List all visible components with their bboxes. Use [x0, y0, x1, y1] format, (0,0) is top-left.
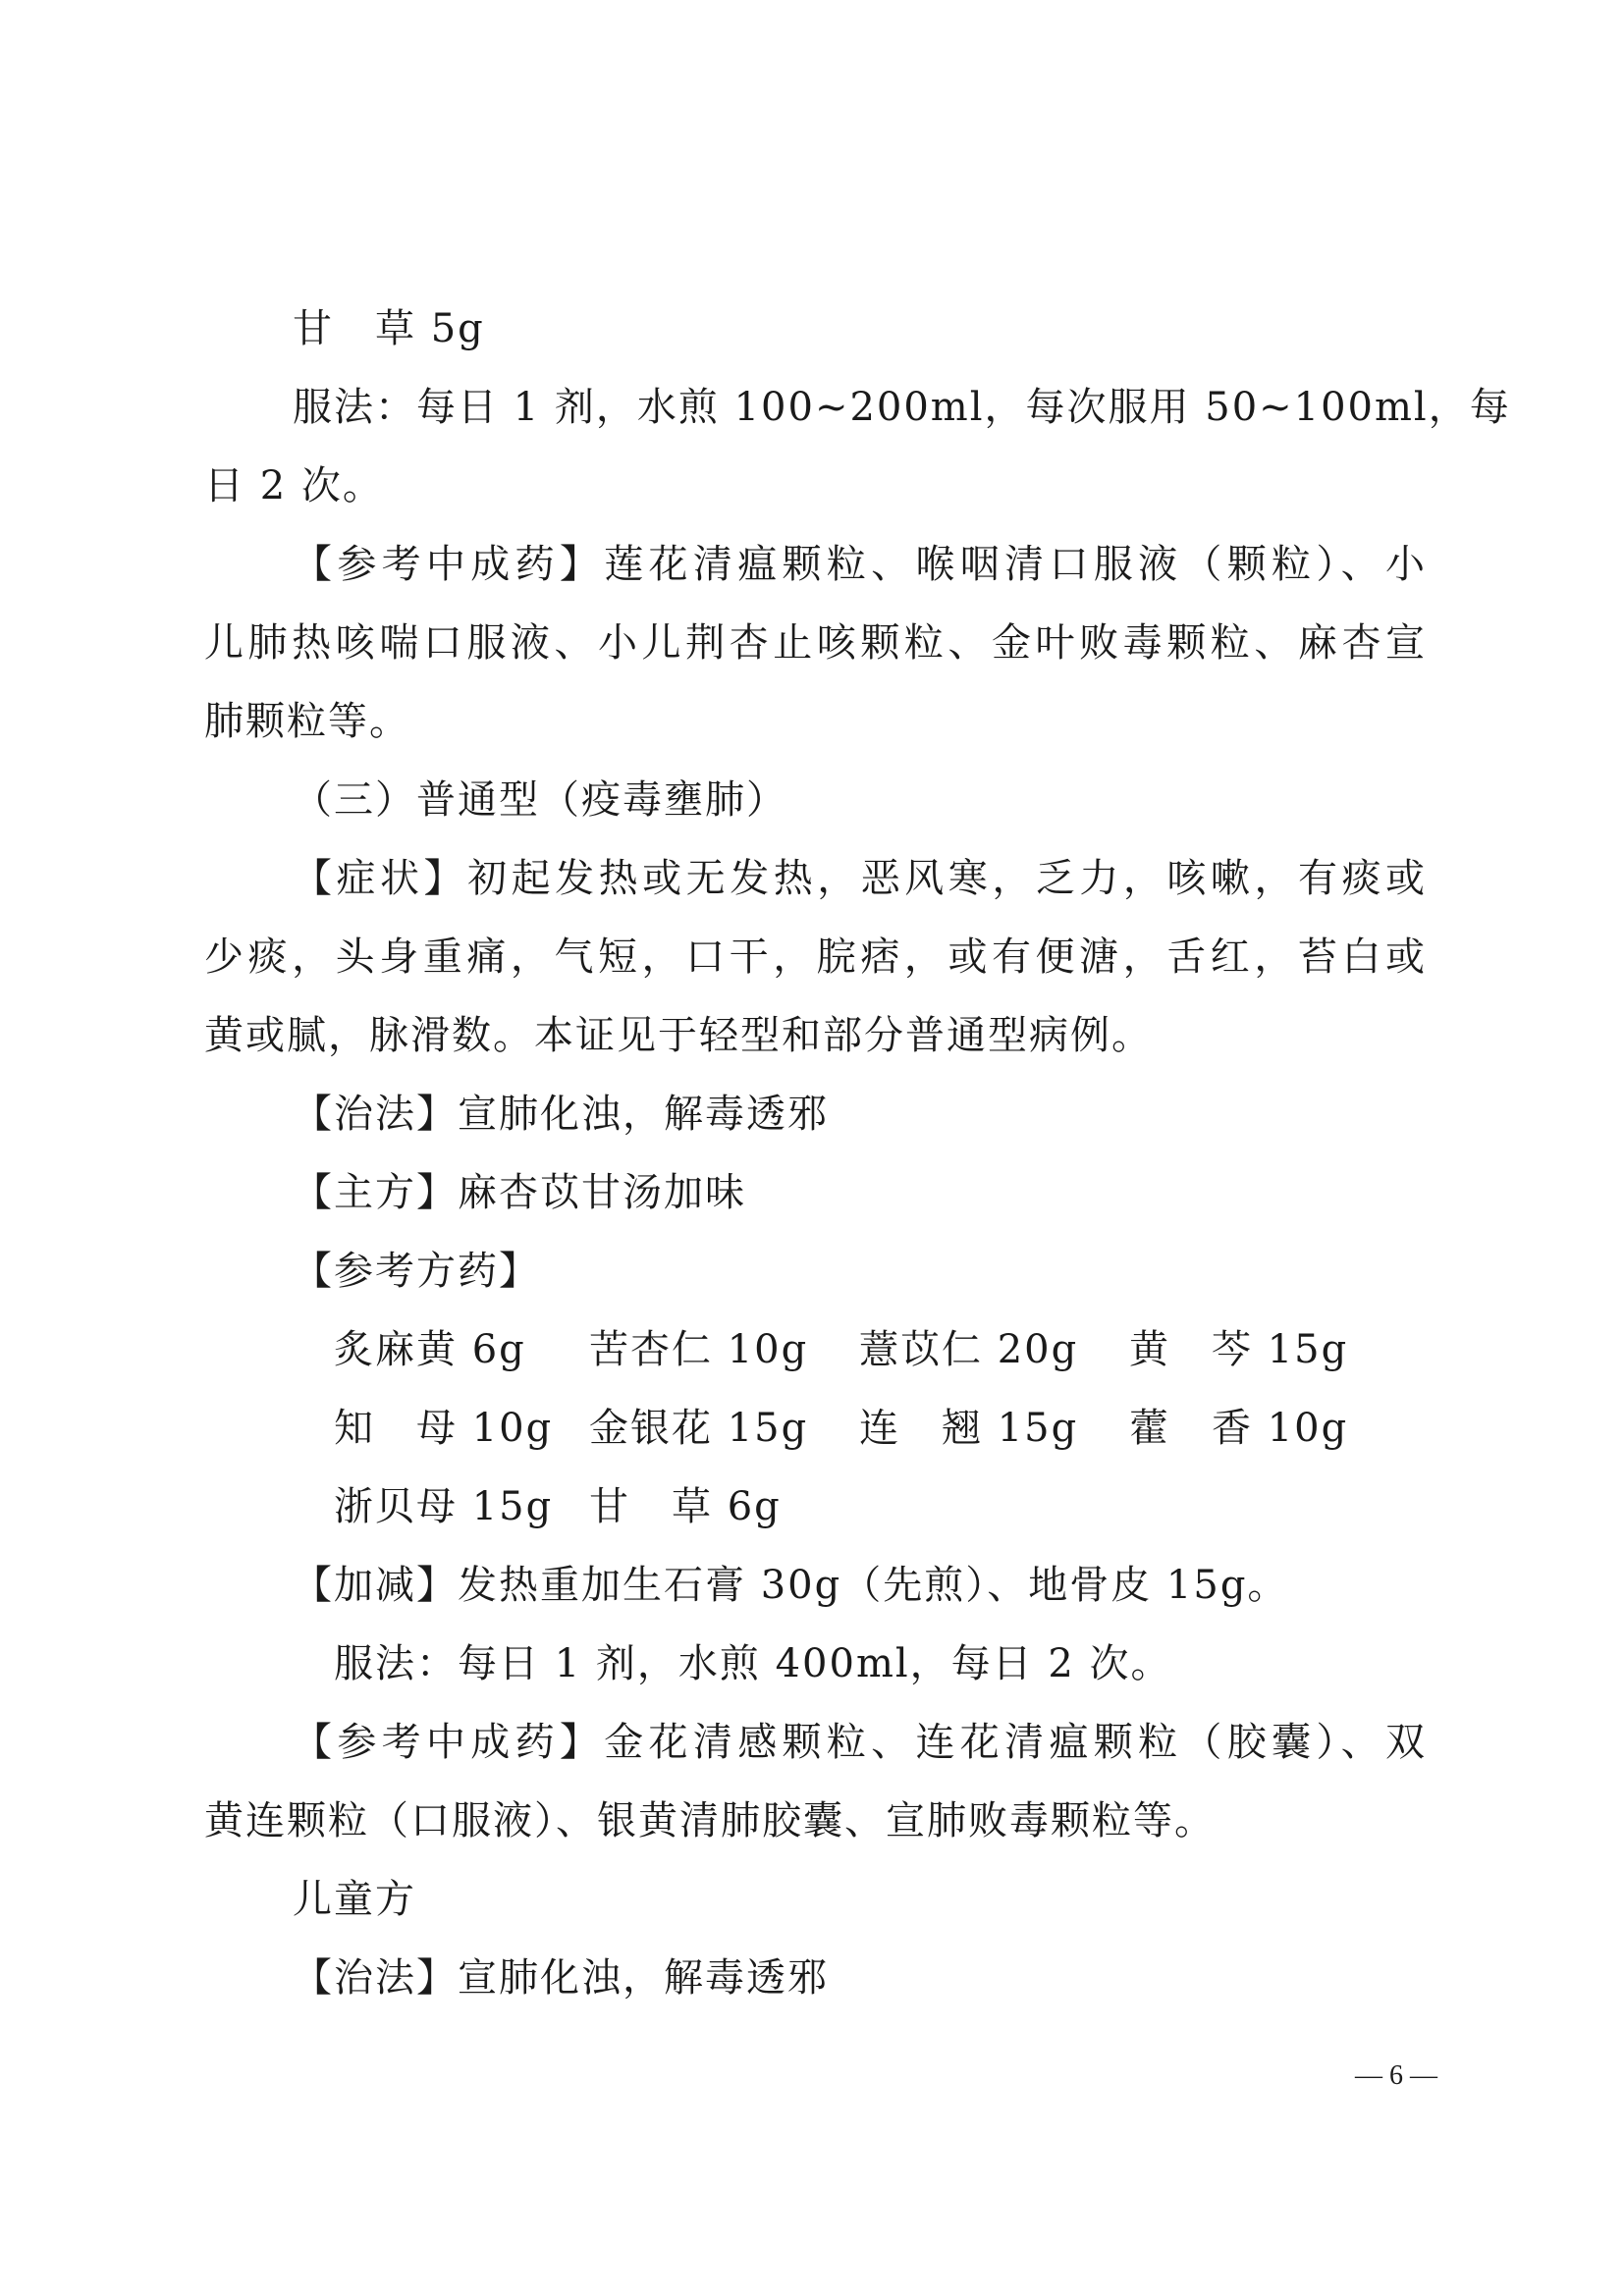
herb-item: 薏苡仁 20g [859, 1327, 1079, 1372]
modification-line: 【加减】发热重加生石膏 30g（先煎）、地骨皮 15g。 [293, 1563, 1289, 1608]
herb-item: 知 母 10g [334, 1406, 554, 1451]
dosage-line: 服法：每日 1 剂，水煎 400ml，每日 2 次。 [334, 1641, 1172, 1686]
reference-medicine-line-2: 儿肺热咳喘口服液、小儿荆杏止咳颗粒、金叶败毒颗粒、麻杏宣 [204, 620, 1427, 666]
main-prescription: 【主方】麻杏苡甘汤加味 [293, 1170, 746, 1215]
symptoms-line-3: 黄或腻，脉滑数。本证见于轻型和部分普通型病例。 [204, 1013, 1153, 1058]
reference-medicine-2-line-1: 【参考中成药】金花清感颗粒、连花清瘟颗粒（胶囊）、双 [293, 1720, 1427, 1765]
herb-item: 浙贝母 15g [334, 1484, 554, 1529]
dosage-line-1: 服法：每日 1 剂，水煎 100~200ml，每次服用 50~100ml，每 [293, 385, 1511, 430]
reference-prescription-heading: 【参考方药】 [293, 1249, 540, 1294]
children-prescription-heading: 儿童方 [293, 1877, 416, 1922]
symptoms-line-2: 少痰，头身重痛，气短，口干，脘痞，或有便溏，舌红，苔白或 [204, 934, 1427, 980]
herb-item: 甘 草 6g [589, 1484, 782, 1529]
children-treatment-method: 【治法】宣肺化浊，解毒透邪 [293, 1955, 829, 2001]
reference-medicine-line-3: 肺颗粒等。 [204, 699, 410, 744]
herb-gancao-line: 甘 草 5g [293, 306, 485, 351]
reference-medicine-2-line-2: 黄连颗粒（口服液）、银黄清肺胶囊、宣肺败毒颗粒等。 [204, 1798, 1216, 1843]
herb-item: 连 翘 15g [859, 1406, 1079, 1451]
herb-item: 炙麻黄 6g [334, 1327, 526, 1372]
dosage-line-2: 日 2 次。 [204, 463, 384, 508]
treatment-method: 【治法】宣肺化浊，解毒透邪 [293, 1092, 829, 1137]
symptoms-line-1: 【症状】初起发热或无发热，恶风寒，乏力，咳嗽，有痰或 [293, 856, 1427, 901]
reference-medicine-line-1: 【参考中成药】莲花清瘟颗粒、喉咽清口服液（颗粒）、小 [293, 542, 1427, 587]
herb-item: 金银花 15g [589, 1406, 809, 1451]
section-heading-common-type: （三）普通型（疫毒壅肺） [293, 777, 787, 823]
page-number: — 6 — [1355, 2060, 1437, 2091]
herb-item: 苦杏仁 10g [589, 1327, 809, 1372]
herb-item: 黄 芩 15g [1129, 1327, 1349, 1372]
herb-item: 藿 香 10g [1129, 1406, 1349, 1451]
